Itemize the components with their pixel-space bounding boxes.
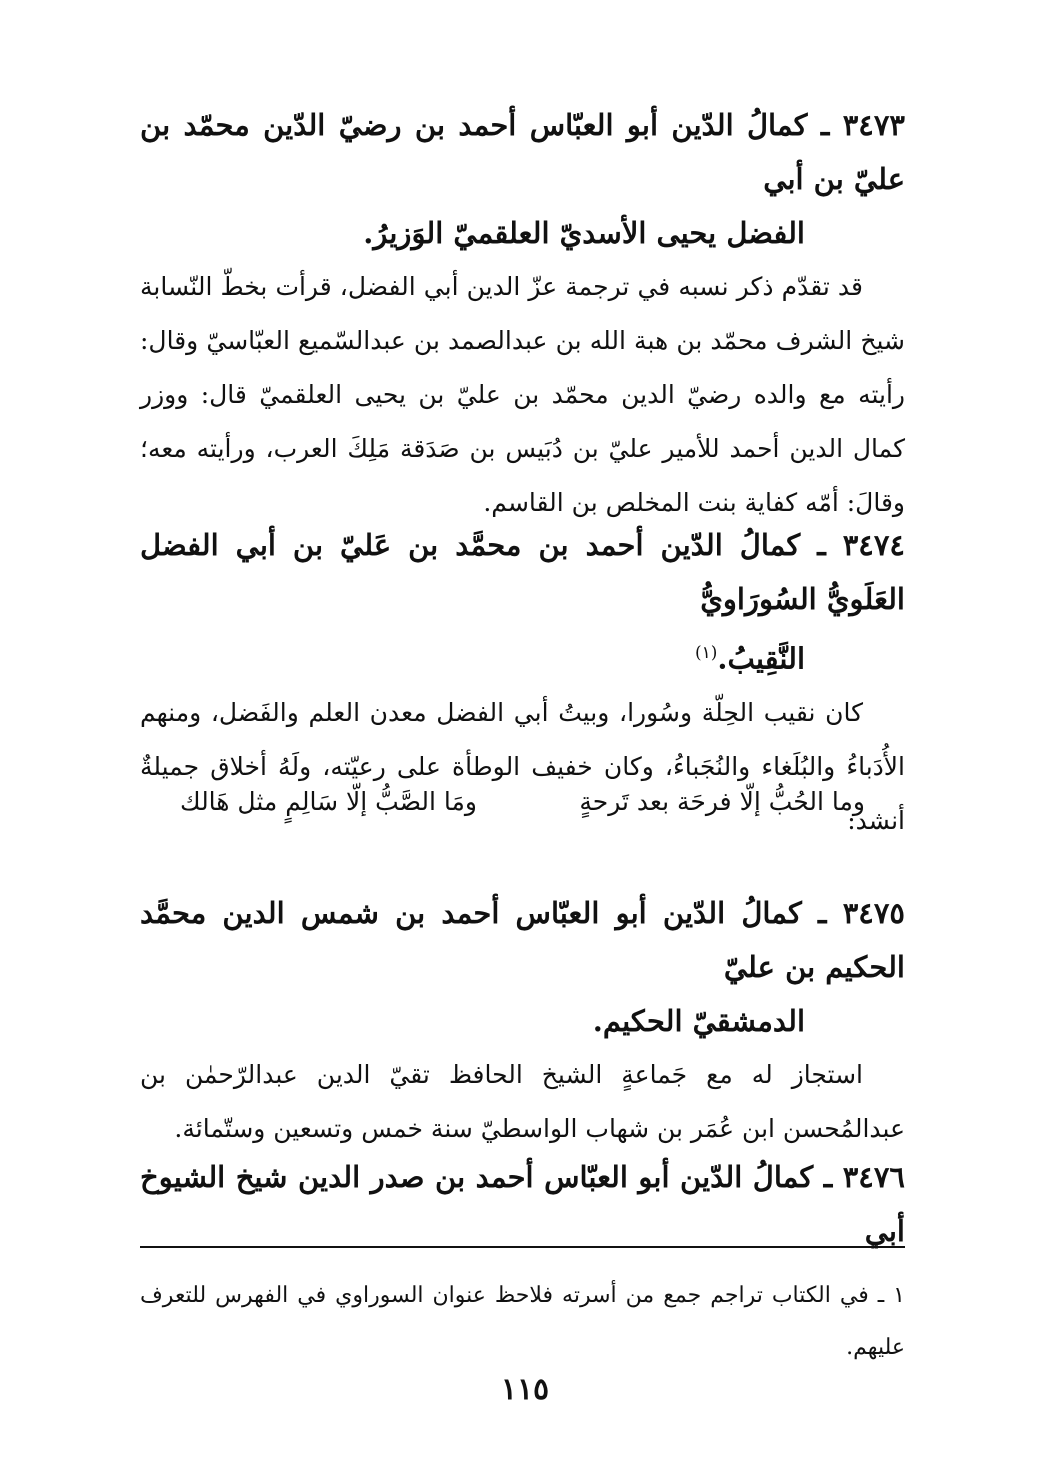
footnote: ١ ـ في الكتاب تراجم جمع من أسرته فلاحظ عنوان السوراوي في الفهرس للتعرف عليهم. [140, 1283, 905, 1360]
entry-heading [140, 518, 905, 686]
entry-heading-line1: ٣٤٧٤ ـ كمالُ الدّين أحمد بن محمَّد بن عَليّ بن أبي الفضل العَلَويُّ السُورَاويُّ [140, 528, 905, 616]
page-number: ١١٥ [500, 1372, 550, 1407]
entry-heading-line2: النَّقِيبُ. [717, 641, 805, 676]
entry-heading-line1: ٣٤٧٣ ـ كمالُ الدّين أبو العبّاس أحمد بن رضيّ الدّين محمّد بن عليّ بن أبي [140, 108, 905, 196]
entry-body: كان نقيب الحِلّة وسُورا، وبيتُ أبي الفضل معدن العلم والفَضل، ومنهم الأُدَباءُ والبُلَغاء والنُجَباءُ، وكان خفيف الوطأة على رعيّته، ولَهُ أخلاق جميلةٌ أنشد: [140, 697, 905, 835]
entry-3475 [140, 886, 905, 1156]
poetry-verse [140, 772, 905, 832]
entry-body: استجاز له مع جَماعةٍ الشيخ الحافظ تقيّ الدين عبدالرّحمٰن بن عبدالمُحسن ابن عُمَر بن شهاب الواسطيّ سنة خمس وتسعين وستّمائة. [140, 1060, 905, 1143]
entry-heading-line1: ٣٤٧٦ ـ كمالُ الدّين أبو العبّاس أحمد بن صدر الدين شيخ الشيوخ أبي [140, 1160, 905, 1248]
entry-3473 [140, 98, 905, 530]
entry-heading-line1: ٣٤٧٥ ـ كمالُ الدّين أبو العبّاس أحمد بن شمس الدين محمَّد الحكيم بن عليّ [140, 896, 905, 984]
entry-body: قد تقدّم ذكر نسبه في ترجمة عزّ الدين أبي الفضل، قرأت بخطّ النّسابة شيخ الشرف محمّد بن هبة الله بن عبدالصمد بن عبدالسّميع العبّاسيّ وقال: رأيته مع والده رضيّ الدين محمّد بن عليّ بن يحيى العلقميّ قال: ووزر كمال الدين أحمد للأمير عليّ بن دُبَيس بن صَدَقة مَلِكَ العرب، ورأيته معه؛ وقالَ: أمّه كفاية بنت المخلص بن القاسم. [140, 272, 905, 517]
entry-heading [140, 1150, 905, 1258]
entry-heading [140, 98, 905, 260]
verse-second-hemistich: ومَا الصَّبُّ إلّا سَالِمٍ مثل هَالك [180, 787, 477, 816]
entry-heading [140, 886, 905, 1048]
entry-3476 [140, 1150, 905, 1258]
verse-first-hemistich: وما الحُبُّ إلّا فرحَة بعد تَرحةٍ [579, 787, 865, 816]
footnote-reference[interactable]: (١) [694, 643, 718, 663]
footnote-divider [140, 1246, 905, 1248]
entry-heading-line2: الفضل يحيى الأسديّ العلقميّ الوَزيرُ. [363, 216, 805, 250]
entry-heading-line2: الدمشقيّ الحكيم. [592, 1004, 805, 1038]
